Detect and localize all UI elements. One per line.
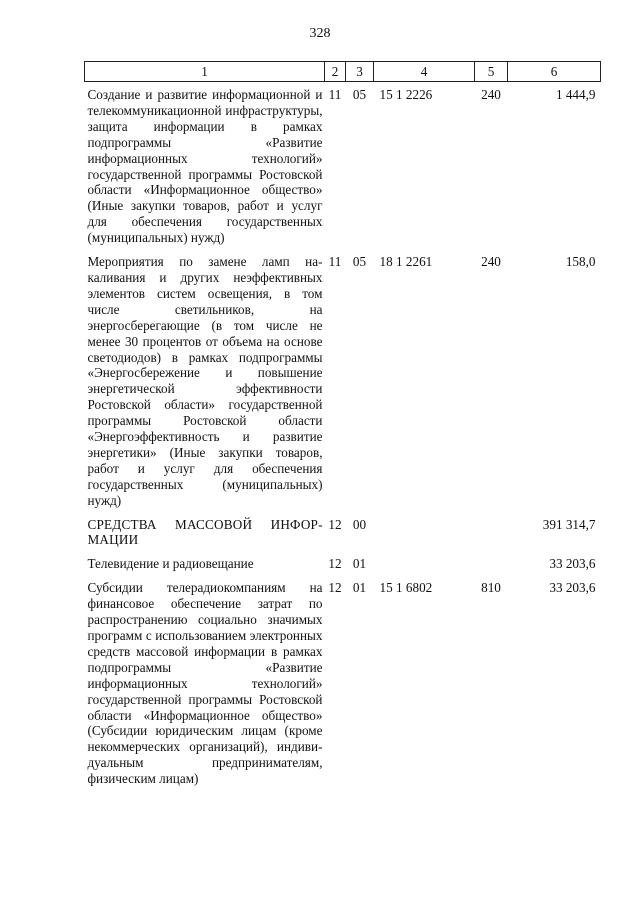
row-section: 11	[328, 87, 342, 102]
column-header-expense-type: 5	[475, 62, 508, 82]
row-amount: 158,0	[565, 254, 596, 270]
row-description: Телевидение и радиовещание	[87, 556, 254, 572]
column-header-name: 1	[85, 62, 325, 82]
row-subsection: 05	[352, 254, 367, 270]
row-expense-type	[475, 548, 508, 572]
table-row	[85, 82, 601, 247]
row-subsection: 00	[352, 516, 367, 532]
row-expense-type	[475, 509, 508, 549]
row-expense-type: 240	[481, 87, 501, 102]
row-expense-type: 240	[481, 254, 501, 270]
column-header-amount: 6	[508, 62, 601, 82]
row-description: Мероприятия по замене ламп накаливания и других неэффективных элементов систем освещения, в том числе светильников, на энергосберегающие (в том числе не менее 30 процентов от объема на основе светодиодов) в рамках подпрограммы «Энергосбережение и повышение энергетической эффективности Ростовской области» государственной программы Ростовской области «Энергоэффективность и развитие энергетики» (Иные закупки товаров, работ и услуг для обеспечения государственных (муниципальных) нужд)	[87, 254, 323, 508]
column-header-subsection: 3	[346, 62, 374, 82]
column-header-target-article: 4	[374, 62, 475, 82]
row-amount: 33 203,6	[549, 556, 596, 572]
table-header-row	[85, 62, 601, 82]
row-amount: 1 444,9	[555, 87, 596, 102]
row-section: 12	[328, 556, 342, 572]
row-expense-type: 810	[481, 580, 501, 596]
table-row	[85, 246, 601, 509]
row-amount: 391 314,7	[542, 516, 596, 532]
table-row	[85, 548, 601, 572]
row-section: 12	[328, 580, 342, 596]
row-subsection: 01	[352, 580, 367, 596]
row-target-article	[374, 509, 475, 549]
row-target-article: 15 1 6802	[379, 580, 433, 596]
row-target-article: 18 1 2261	[379, 254, 433, 270]
budget-table	[84, 61, 601, 787]
row-subsection: 05	[352, 87, 367, 102]
row-section: 11	[328, 254, 342, 270]
row-subsection: 01	[352, 556, 367, 572]
row-target-article: 15 1 2226	[379, 87, 433, 102]
row-description: Создание и развитие информационной и телекоммуникационной инфраструктуры, защита информации в рамках подпрограммы «Развитие информационных технологий» государственной программы Ростовской области «Информационное общество» (Иные закупки товаров, работ и услуг для обеспечения государственных (муниципальных) нужд)	[87, 87, 323, 246]
row-description: СРЕДСТВА МАССОВОЙ ИНФОРМАЦИИ	[87, 516, 323, 548]
row-amount: 33 203,6	[549, 580, 596, 596]
table-row	[85, 572, 601, 787]
table-row	[85, 509, 601, 549]
page-number: 328	[309, 26, 331, 41]
column-header-section: 2	[325, 62, 346, 82]
row-section: 12	[328, 516, 342, 532]
row-description: Субсидии телерадиокомпаниям на финансовое обеспечение затрат по распространению социально значимых программ с использованием электронных средств массовой информации в рамках подпрограммы «Развитие информационных технологий» государственной программы Ростовской области «Информационное общество» (Субсидии юридическим лицам (кроме некоммерческих организаций), индивидуальным предпринимателям, физическим лицам)	[87, 580, 323, 787]
row-target-article	[374, 548, 475, 572]
